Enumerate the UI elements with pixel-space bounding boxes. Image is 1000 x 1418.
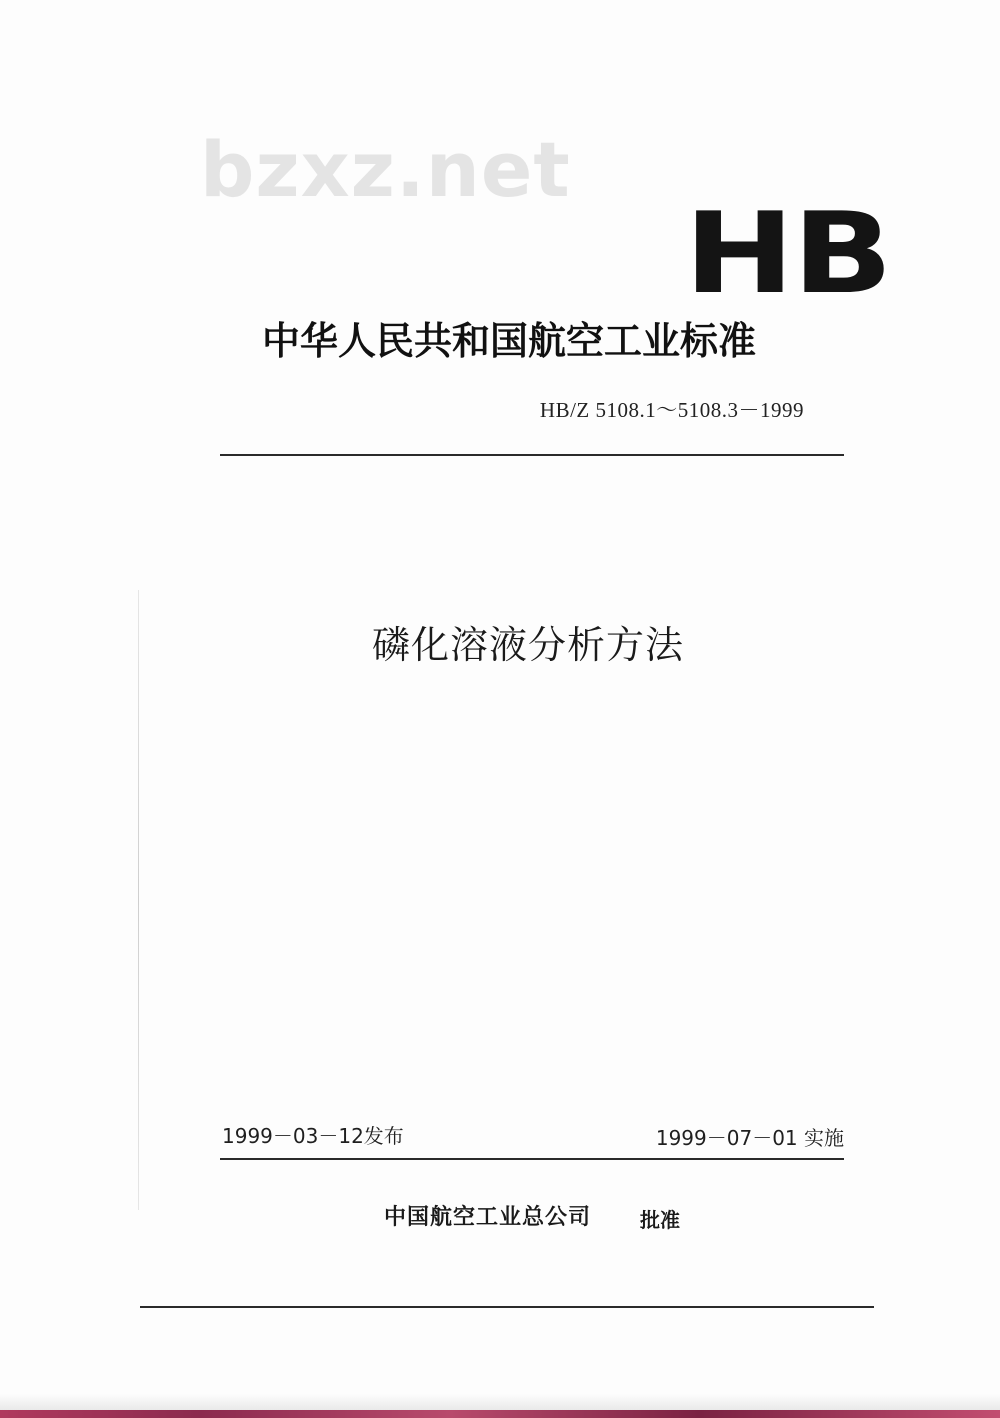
hb-logo: HB	[684, 189, 891, 319]
effective-label: 实施	[804, 1126, 844, 1150]
approver-name: 中国航空工业总公司	[384, 1205, 592, 1230]
page-edge-shadow	[138, 590, 139, 1210]
organization-title: 中华人民共和国航空工业标准	[262, 319, 757, 363]
issue-date-line	[222, 1120, 404, 1149]
document-title: 磷化溶液分析方法	[372, 623, 685, 667]
top-divider	[220, 454, 844, 456]
bottom-divider	[140, 1306, 874, 1308]
approve-label: 批准	[640, 1208, 680, 1232]
effective-date-line	[656, 1122, 844, 1151]
effective-date: 1999－07－01	[655, 1126, 798, 1150]
standard-number: HB/Z 5108.1～5108.3－1999	[539, 398, 804, 422]
issue-date: 1999－03－12	[222, 1124, 364, 1148]
bottom-shade	[0, 1394, 1000, 1410]
watermark: bzxz.net	[200, 125, 571, 214]
bottom-color-bar	[0, 1410, 1000, 1418]
issue-label: 发布	[363, 1124, 404, 1148]
middle-divider	[220, 1158, 844, 1160]
